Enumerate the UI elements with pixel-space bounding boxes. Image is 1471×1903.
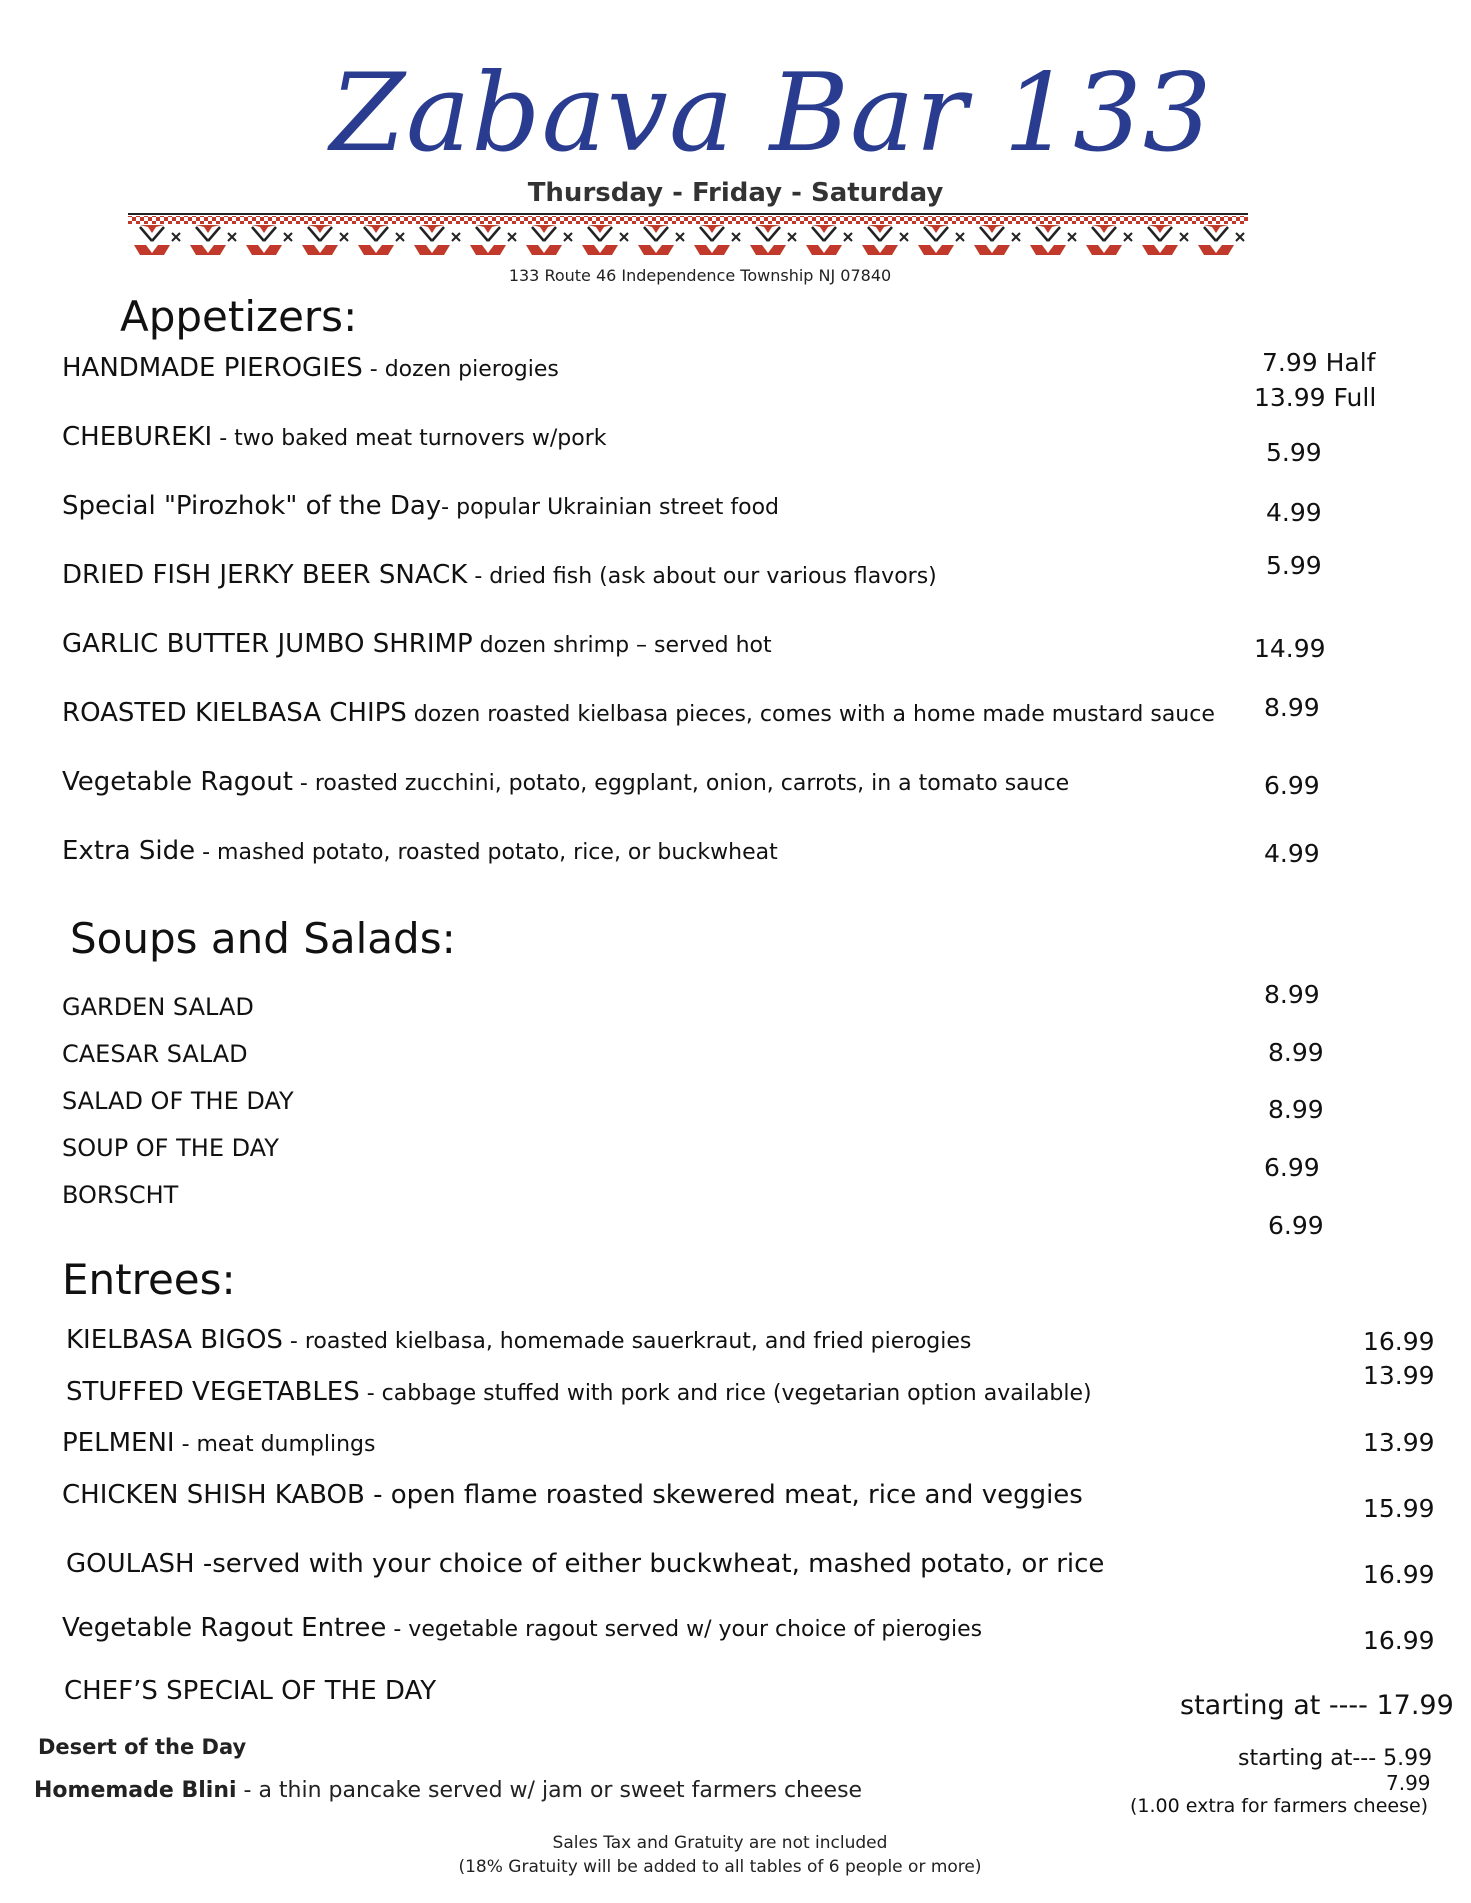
menu-item-extra-side (62, 836, 778, 866)
item-price: starting at ---- 17.99 (1180, 1690, 1454, 1721)
item-name: Extra Side (62, 836, 196, 866)
desert-price: starting at--- 5.99 (1238, 1746, 1433, 1771)
soup-price: 8.99 (1268, 1038, 1324, 1067)
menu-item-chebureki (62, 422, 606, 452)
item-price: 15.99 (1363, 1494, 1435, 1523)
menu-item-vegetable-ragout (62, 767, 1069, 797)
item-name: HANDMADE PIEROGIES (62, 353, 363, 383)
item-name: CHICKEN SHISH KABOB (62, 1480, 365, 1510)
item-desc: - cabbage stuffed with pork and rice (vegetarian option available) (359, 1381, 1092, 1406)
item-name: CHEBUREKI (62, 422, 213, 452)
item-desc: - two baked meat turnovers w/pork (212, 426, 607, 451)
item-price: 16.99 (1363, 1327, 1435, 1356)
soup-price: 8.99 (1264, 980, 1320, 1009)
soup-item: CAESAR SALAD (62, 1040, 248, 1068)
item-desc: - open flame roasted skewered meat, rice and veggies (364, 1480, 1083, 1510)
item-name: GARLIC BUTTER JUMBO SHRIMP (62, 629, 473, 659)
item-name: STUFFED VEGETABLES (66, 1377, 360, 1407)
item-desc: - popular Ukrainian street food (441, 495, 779, 520)
soup-price: 8.99 (1268, 1095, 1324, 1124)
item-price: 16.99 (1363, 1560, 1435, 1589)
item-name: PELMENI (62, 1428, 175, 1458)
menu-item-kielbasa-chips (62, 698, 1215, 728)
item-price: 6.99 (1264, 771, 1320, 800)
open-days: Thursday - Friday - Saturday (527, 178, 944, 208)
item-name: DRIED FISH JERKY BEER SNACK (62, 560, 468, 590)
address: 133 Route 46 Independence Township NJ 07840 (508, 266, 892, 285)
item-price: 14.99 (1254, 634, 1326, 663)
appetizers-heading: Appetizers: (120, 292, 358, 341)
item-desc: - meat dumplings (174, 1432, 376, 1457)
item-name: KIELBASA BIGOS (66, 1325, 283, 1355)
item-name: Homemade Blini (34, 1778, 237, 1803)
soup-price: 6.99 (1268, 1211, 1324, 1240)
item-price: 5.99 (1266, 438, 1322, 467)
entree-goulash (66, 1549, 1104, 1579)
item-name: Special "Pirozhok" of the Day (62, 491, 442, 521)
menu-item-pirozhok (62, 491, 779, 521)
soup-item: SOUP OF THE DAY (62, 1134, 279, 1162)
menu-item-blini (34, 1778, 862, 1803)
item-price: 8.99 (1264, 693, 1320, 722)
blini-price: 7.99 (1386, 1771, 1431, 1795)
item-price: 13.99 (1363, 1428, 1435, 1457)
menu-item-pierogies (62, 353, 559, 383)
soup-item: BORSCHT (62, 1181, 179, 1209)
entree-stuffed-vegetables (66, 1377, 1092, 1407)
entree-pelmeni (62, 1428, 375, 1458)
item-name: ROASTED KIELBASA CHIPS (62, 698, 407, 728)
desert-of-the-day: Desert of the Day (38, 1735, 247, 1759)
item-price-full: 13.99 Full (1254, 383, 1377, 412)
item-desc: - dried fish (ask about our various flavors) (467, 564, 937, 589)
gratuity-note: (18% Gratuity will be added to all tables of 6 people or more) (458, 1857, 982, 1877)
entrees-heading: Entrees: (62, 1255, 236, 1304)
item-price: 5.99 (1266, 551, 1322, 580)
item-price: 16.99 (1363, 1626, 1435, 1655)
menu-item-shrimp (62, 629, 772, 659)
item-desc: dozen shrimp – served hot (472, 633, 772, 658)
entree-chefs-special (64, 1676, 436, 1706)
item-desc: -served with your choice of either buckwheat, mashed potato, or rice (194, 1549, 1105, 1579)
soups-heading: Soups and Salads: (70, 914, 456, 963)
item-desc: - roasted zucchini, potato, eggplant, onion, carrots, in a tomato sauce (292, 771, 1070, 796)
item-desc: - a thin pancake served w/ jam or sweet farmers cheese (236, 1778, 863, 1803)
item-desc: - roasted kielbasa, homemade sauerkraut, and fried pierogies (282, 1329, 972, 1354)
item-price: 4.99 (1266, 498, 1322, 527)
embroidery-border (128, 213, 1248, 257)
item-price: 13.99 (1363, 1361, 1435, 1390)
menu-item-fish-jerky (62, 560, 937, 590)
tax-note: Sales Tax and Gratuity are not included (552, 1833, 888, 1853)
entree-kielbasa-bigos (66, 1325, 971, 1355)
item-name: Vegetable Ragout Entree (62, 1613, 387, 1643)
item-desc: - dozen pierogies (362, 357, 559, 382)
item-desc: - vegetable ragout served w/ your choice of pierogies (386, 1617, 983, 1642)
soup-item: SALAD OF THE DAY (62, 1087, 294, 1115)
soup-item: GARDEN SALAD (62, 993, 254, 1021)
entree-vegetable-ragout (62, 1613, 982, 1643)
blini-note: (1.00 extra for farmers cheese) (1130, 1795, 1429, 1817)
item-price: 7.99 Half (1262, 348, 1376, 377)
soup-price: 6.99 (1264, 1153, 1320, 1182)
item-desc: - mashed potato, roasted potato, rice, or buckwheat (195, 840, 778, 865)
item-price: 4.99 (1264, 839, 1320, 868)
item-name: CHEF’S SPECIAL OF THE DAY (64, 1676, 437, 1706)
item-name: GOULASH (66, 1549, 195, 1579)
entree-shish-kabob (62, 1480, 1083, 1510)
item-desc: dozen roasted kielbasa pieces, comes with a home made mustard sauce (406, 702, 1215, 727)
item-name: Vegetable Ragout (62, 767, 293, 797)
restaurant-logo: Zabava Bar 133 (330, 51, 1213, 176)
